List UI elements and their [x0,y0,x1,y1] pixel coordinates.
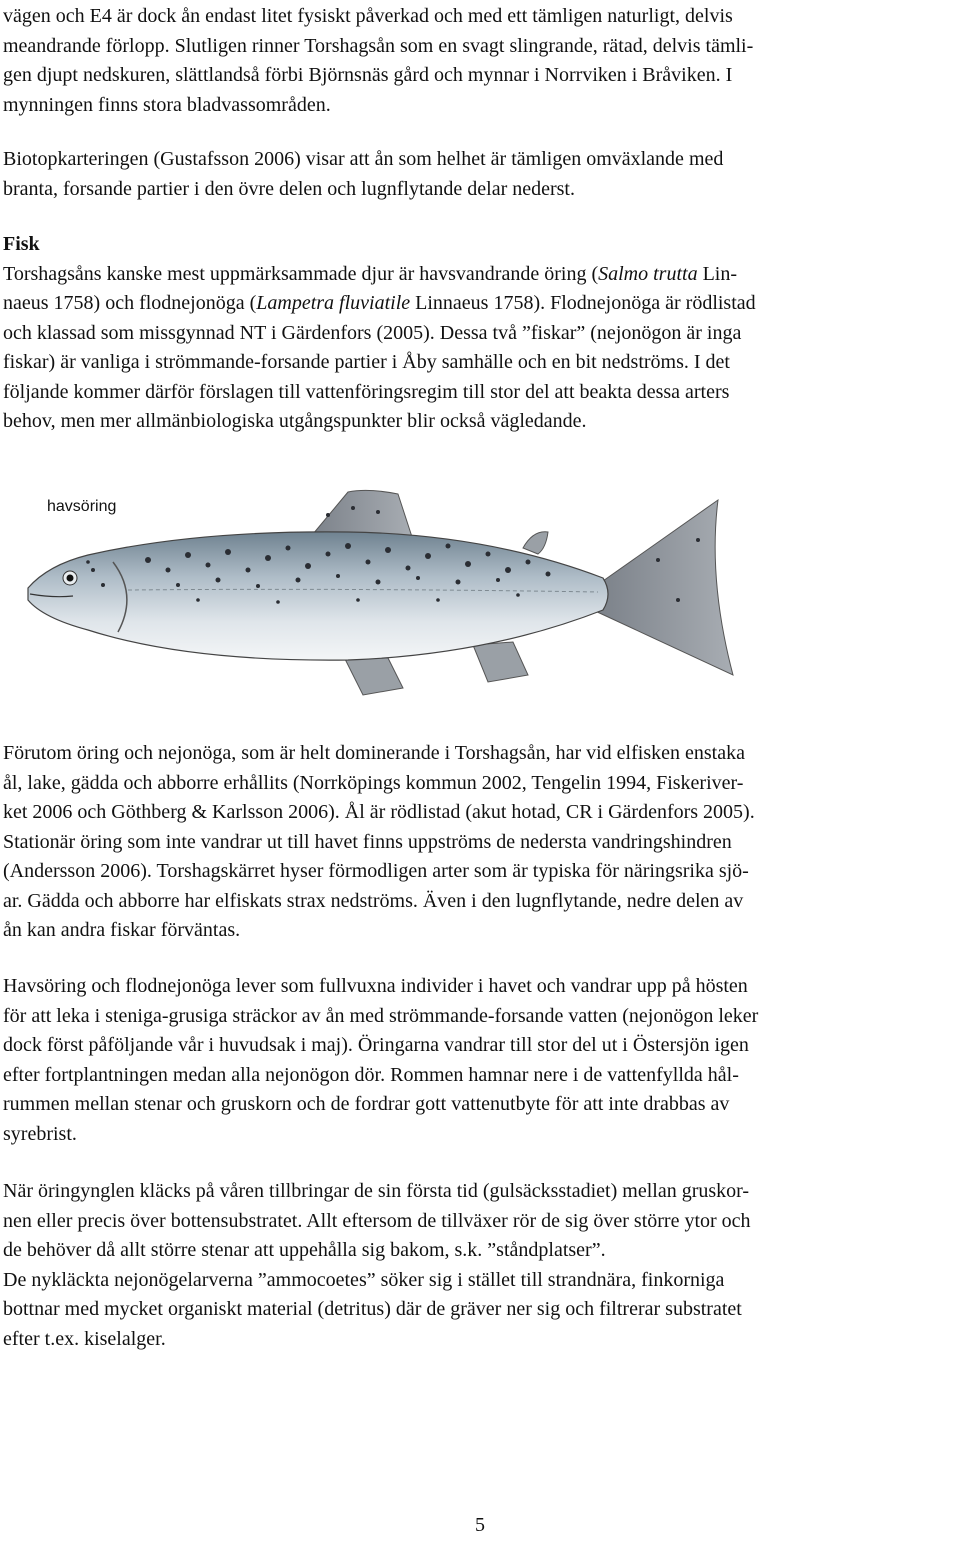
text-line: syrebrist. [3,1122,77,1145]
pelvic-fin [343,655,403,695]
paragraph-juveniles [3,1177,958,1354]
text-line: De nykläckta nejonögelarverna ”ammocoetes” söker sig i stället till strandnära, finkorniga [3,1268,725,1291]
species-name: Salmo trutta [598,262,698,285]
text-fragment: Linnaeus 1758). Flodnejonöga är rödlistad [410,292,756,314]
text-line: behov, men mer allmänbiologiska utgångspunkter blir också vägledande. [3,410,587,432]
text-line: gen djupt nedskuren, slättlandså förbi Björnsnäs gård och mynnar i Norrviken i Bråviken. I [3,64,733,86]
paragraph-intro [3,2,958,120]
text-line: meandrande förlopp. Slutligen rinner Torshagsån som en svagt slingrande, rätad, delvis tämli- [3,34,754,57]
page-number: 5 [475,1514,485,1536]
text-line: När öringynglen kläcks på våren tillbringar de sin första tid (gulsäcksstadiet) mellan gruskor- [3,1180,750,1202]
text-line: vägen och E4 är dock ån endast litet fysiskt påverkad och med ett tämligen naturligt, delvis [3,5,733,27]
text-line: mynningen finns stora bladvassområden. [3,93,331,116]
fish-body [28,532,608,660]
text-line: Biotopkarteringen (Gustafsson 2006) visar att ån som helhet är tämligen omväxlande med [3,148,724,170]
text-line: bottnar med mycket organiskt material (detritus) där de gräver ner sig och filtrerar substratet [3,1298,742,1320]
tail-fin [593,500,733,675]
text-line: för att leka i steniga-grusiga sträckor av ån med strömmande-forsande vatten (nejonögon leker [3,1004,759,1027]
text-line: Förutom öring och nejonöga, som är helt dominerande i Torshagsån, har vid elfisken enstaka [3,742,745,764]
section-heading: Fisk [3,233,40,255]
text-line: dock först påföljande vår i huvudsak i maj). Öringarna vandrar till stor del ut i Östersjön igen [3,1034,749,1056]
figure-caption: havsöring [47,498,117,515]
text-line: rummen mellan stenar och gruskorn och de fordrar gott vattenutbyte för att inte drabbas av [3,1093,730,1115]
text-line: ån kan andra fiskar förväntas. [3,919,241,941]
text-line: ket 2006 och Göthberg & Karlsson 2006). Ål är rödlistad (akut hotad, CR i Gärdenfors 2005). [3,801,755,823]
paragraph-life-cycle [3,972,958,1149]
text-line: nen eller precis över bottensubstratet. Allt eftersom de tillväxer rör de sig över större ytor och [3,1209,751,1232]
text-fragment: Lin- [697,262,737,285]
text-fragment: Torshagsåns kanske mest uppmärksammade djur är havsvandrande öring ( [3,262,599,285]
text-line: och klassad som missgynnad NT i Gärdenfors (2005). Dessa två ”fiskar” (nejonögon är inga [3,321,742,344]
text-fragment: naeus 1758) och flodnejonöga ( [3,292,257,314]
species-name: Lampetra fluviatile [256,292,411,314]
text-line: ål, lake, gädda och abborre erhållits (Norrköpings kommun 2002, Tengelin 1994, Fiskeriver- [3,771,744,794]
anal-fin [473,642,528,682]
section-fisk [3,230,958,437]
sea-trout-illustration [18,470,738,710]
text-line: Havsöring och flodnejonöga lever som fullvuxna individer i havet och vandrar upp på hösten [3,975,748,997]
paragraph-biotop [3,145,958,204]
text-line: ar. Gädda och abborre har elfiskats strax nedströms. Även i den lugnflytande, nedre delen av [3,889,744,912]
text-line: Stationär öring som inte vandrar ut till havet finns uppströms de nedersta vandringshindren [3,830,732,853]
text-line: (Andersson 2006). Torshagskärret hyser förmodligen arter som är typiska för näringsrika sjö- [3,860,749,882]
text-line: efter t.ex. kiselalger. [3,1327,166,1350]
paragraph-other-fish [3,739,958,946]
text-line: fiskar) är vanliga i strömmande-forsande partier i Åby samhälle och en bit nedströms. I det [3,351,730,373]
text-line: följande kommer därför förslagen till vattenföringsregim till stor del att beakta dessa arters [3,380,730,403]
text-line: de behöver då allt större stenar att uppehålla sig bakom, s.k. ”ståndplatser”. [3,1239,606,1261]
adipose-fin [523,532,548,554]
text-line: branta, forsande partier i den övre delen och lugnflytande delar nederst. [3,177,575,200]
text-line: efter fortplantningen medan alla nejonögon dör. Rommen hamnar nere i de vattenfyllda hål- [3,1063,739,1086]
